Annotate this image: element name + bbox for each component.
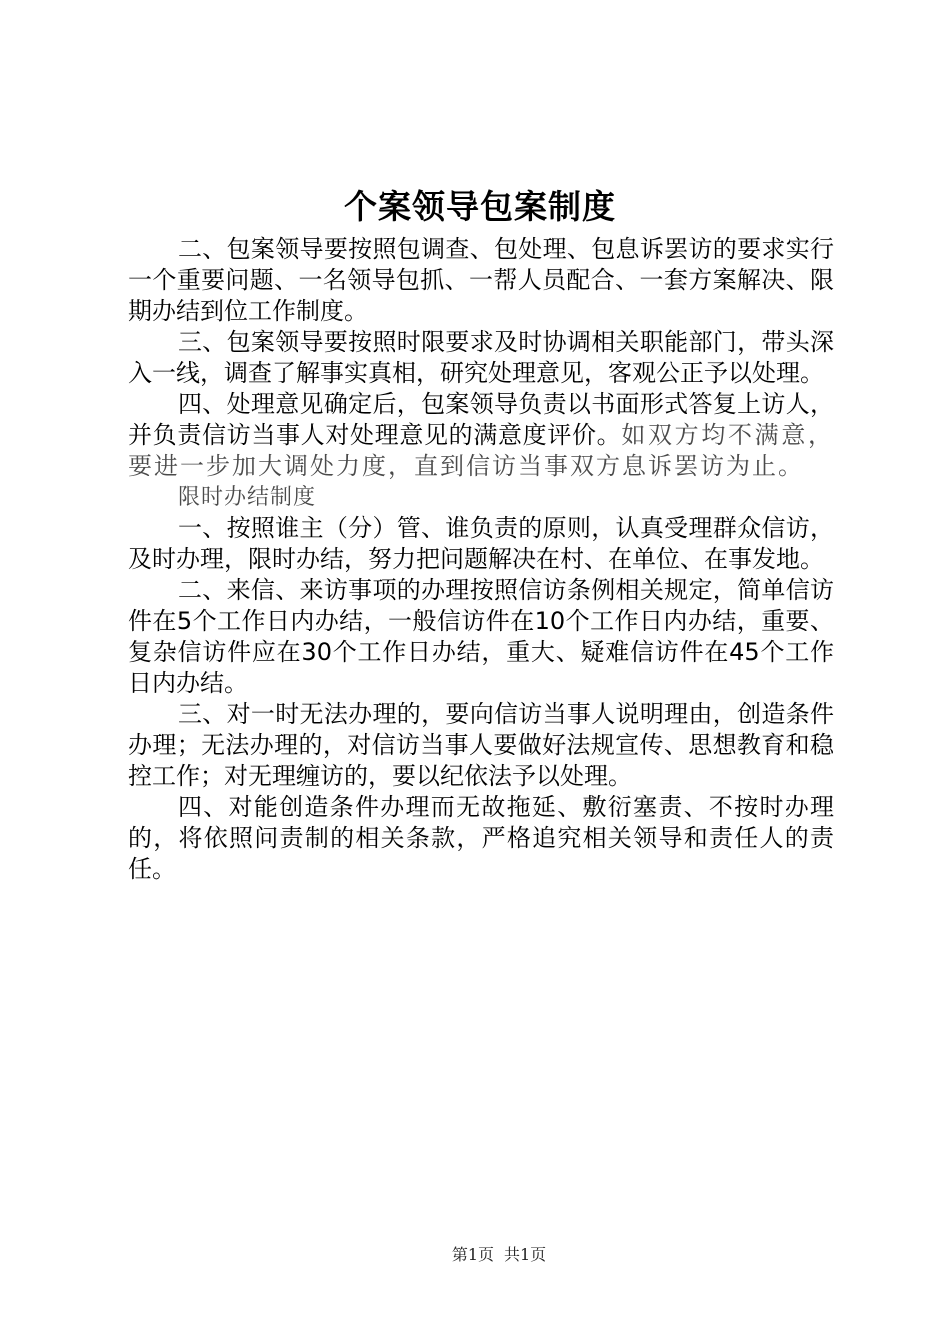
- paragraph-3-soft-text: 如双方均不满意，要进一步加大调处力度，直到信访当事双方息诉罢访为止。: [128, 421, 835, 480]
- page-footer: [0, 1244, 950, 1266]
- section-paragraph-2: [128, 575, 834, 699]
- section-paragraph-1: [128, 513, 834, 575]
- paragraph-1: [128, 234, 834, 327]
- document-title: 个案领导包案制度: [344, 187, 616, 226]
- paragraph-1-text: 二、包案领导要按照包调查、包处理、包息诉罢访的要求实行一个重要问题、一名领导包抓、一帮人员配合、一套方案解决、限期办结到位工作制度。: [128, 235, 834, 325]
- document-body: [128, 234, 834, 885]
- section-heading: 限时办结制度: [178, 485, 317, 510]
- page-number-total: 共1页: [504, 1245, 547, 1264]
- page-number-current: 第1页: [451, 1245, 494, 1264]
- paragraph-2: [128, 327, 834, 389]
- section-paragraph-4-text: 四、对能创造条件办理而无故拖延、敷衍塞责、不按时办理的，将依照问责制的相关条款，严格追究相关领导和责任人的责任。: [128, 793, 834, 883]
- section-paragraph-3: [128, 699, 834, 792]
- paragraph-3-text: 四、处理意见确定后，包案领导负责以书面形式答复上访人，并负责信访当事人对处理意见的满意度评价。: [128, 390, 834, 449]
- section-paragraph-1-text: 一、按照谁主（分）管、谁负责的原则，认真受理群众信访，及时办理，限时办结，努力把问题解决在村、在单位、在事发地。: [128, 514, 834, 573]
- section-paragraph-2-text: 二、来信、来访事项的办理按照信访条例相关规定，简单信访件在5个工作日内办结，一般信访件在10个工作日内办结，重要、复杂信访件应在30个工作日办结，重大、疑难信访件在45个工作日内办结。: [128, 576, 834, 697]
- section-paragraph-4: [128, 792, 834, 885]
- paragraph-2-text: 三、包案领导要按照时限要求及时协调相关职能部门，带头深入一线，调查了解事实真相，研究处理意见，客观公正予以处理。: [128, 328, 834, 387]
- section-paragraph-3-text: 三、对一时无法办理的，要向信访当事人说明理由，创造条件办理；无法办理的，对信访当事人要做好法规宣传、思想教育和稳控工作；对无理缠访的，要以纪依法予以处理。: [128, 700, 834, 790]
- paragraph-3: [128, 389, 834, 482]
